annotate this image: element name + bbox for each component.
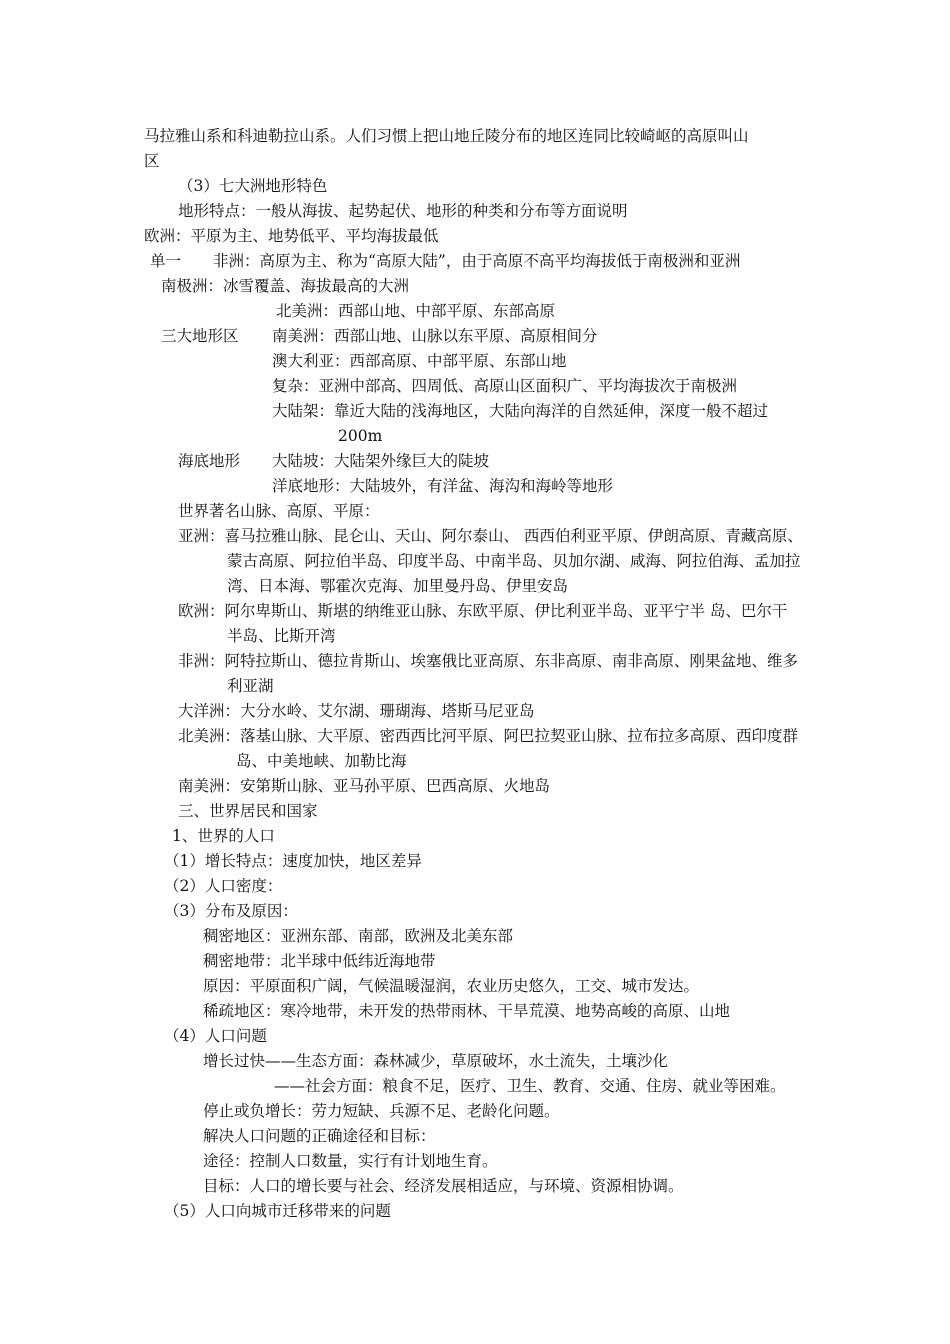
text-line: 南极洲：冰雪覆盖、海拔最高的大洲: [161, 277, 410, 295]
section-heading: （3）七大洲地形特色: [178, 177, 328, 195]
text-line: 区: [144, 152, 160, 170]
text-line: 利亚湖: [227, 677, 274, 695]
text-line: 欧洲：阿尔卑斯山、斯堪的纳维亚山脉、东欧平原、伊比利亚半岛、亚平宁半 岛、巴尔干: [178, 602, 788, 620]
text-line: （4）人口问题: [164, 1027, 267, 1045]
text-line: 非洲：高原为主、称为“高原大陆”，由于高原不高平均海拔低于南极洲和亚洲: [213, 252, 741, 270]
text-line: 目标：人口的增长要与社会、经济发展相适应，与环境、资源相协调。: [203, 1177, 684, 1195]
text-line: 南美洲：西部山地、山脉以东平原、高原相间分: [272, 327, 598, 345]
text-line: 南美洲：安第斯山脉、亚马孙平原、巴西高原、火地岛: [178, 777, 551, 795]
text-line: 欧洲：平原为主、地势低平、平均海拔最低: [144, 227, 439, 245]
text-line: 原因：平原面积广阔，气候温暖湿润，农业历史悠久，工交、城市发达。: [203, 977, 700, 995]
text-line: 稠密地带：北半球中低纬近海地带: [203, 952, 436, 970]
text-line: 北美洲：落基山脉、大平原、密西西比河平原、阿巴拉契亚山脉、拉布拉多高原、西印度群: [178, 727, 799, 745]
text-line: 大洋洲：大分水岭、艾尔湖、珊瑚海、塔斯马尼亚岛: [178, 702, 535, 720]
text-line: 大陆架：靠近大陆的浅海地区，大陆向海洋的自然延伸，深度一般不超过: [272, 402, 769, 420]
text-line: 大陆坡：大陆架外缘巨大的陡坡: [272, 452, 490, 470]
text-line: 蒙古高原、阿拉伯半岛、印度半岛、中南半岛、贝加尔湖、咸海、阿拉伯海、孟加拉: [227, 552, 801, 570]
text-line: 洋底地形：大陆坡外，有洋盆、海沟和海岭等地形: [272, 477, 614, 495]
text-line: 世界著名山脉、高原、平原：: [178, 502, 380, 520]
text-line: 马拉雅山系和科迪勒拉山系。人们习惯上把山地丘陵分布的地区连同比较崎岖的高原叫山: [144, 127, 749, 145]
text-line: ——社会方面：粮食不足，医疗、卫生、教育、交通、住房、就业等困难。: [274, 1077, 786, 1095]
text-line: （5）人口向城市迁移带来的问题: [164, 1202, 391, 1220]
text-line: （1）增长特点：速度加快，地区差异: [164, 852, 422, 870]
text-line: 澳大利亚：西部高原、中部平原、东部山地: [272, 352, 567, 370]
category-label: 海底地形: [178, 452, 241, 470]
text-line: 复杂：亚洲中部高、四周低、高原山区面积广、平均海拔次于南极洲: [272, 377, 738, 395]
text-line: 停止或负增长：劳力短缺、兵源不足、老龄化问题。: [203, 1102, 560, 1120]
text-line: 200m: [338, 427, 383, 445]
text-line: 地形特点：一般从海拔、起势起伏、地形的种类和分布等方面说明: [178, 202, 628, 220]
text-line: 非洲：阿特拉斯山、德拉肯斯山、埃塞俄比亚高原、东非高原、南非高原、刚果盆地、维多: [178, 652, 799, 670]
text-line: 亚洲：喜马拉雅山脉、昆仑山、天山、阿尔泰山、 西西伯利亚平原、伊朗高原、青藏高原、: [178, 527, 803, 545]
text-line: 稀疏地区：寒冷地带，未开发的热带雨林、干旱荒漠、地势高峻的高原、山地: [203, 1002, 731, 1020]
text-line: 解决人口问题的正确途径和目标：: [203, 1127, 436, 1145]
text-line: 湾、日本海、鄂霍次克海、加里曼丹岛、伊里安岛: [227, 577, 569, 595]
text-line: 岛、中美地峡、加勒比海: [236, 752, 407, 770]
text-line: 北美洲：西部山地、中部平原、东部高原: [276, 302, 556, 320]
text-line: 半岛、比斯开湾: [227, 627, 336, 645]
text-line: 途径：控制人口数量，实行有计划地生育。: [203, 1152, 498, 1170]
text-line: 稠密地区：亚洲东部、南部，欧洲及北美东部: [203, 927, 514, 945]
text-line: （3）分布及原因：: [164, 902, 298, 920]
category-label: 三大地形区: [161, 327, 239, 345]
section-heading: 三、世界居民和国家: [178, 802, 318, 820]
text-line: 增长过快——生态方面：森林减少，草原破坏，水土流失，土壤沙化: [203, 1052, 669, 1070]
category-label: 单一: [150, 252, 182, 270]
text-line: （2）人口密度：: [164, 877, 283, 895]
section-heading: 1、世界的人口: [172, 827, 275, 845]
